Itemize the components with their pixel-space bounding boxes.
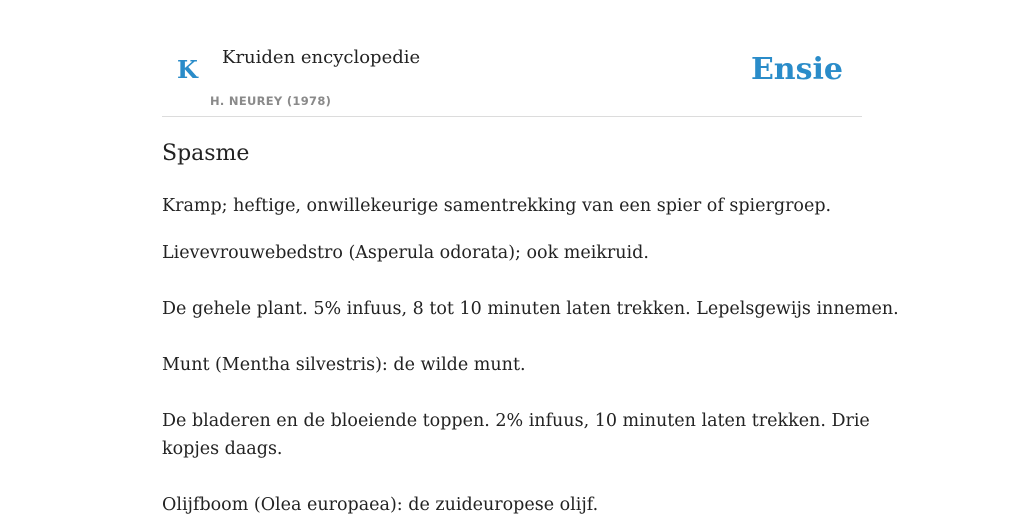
entry-title: Spasme bbox=[162, 141, 250, 166]
remedy-name: Lievevrouwebedstro (Asperula odorata); ook meikruid. bbox=[162, 243, 649, 263]
remedy-name: Munt (Mentha silvestris): de wilde munt. bbox=[162, 355, 526, 375]
remedy-usage: De gehele plant. 5% infuus, 8 tot 10 minuten laten trekken. Lepelsgewijs innemen. bbox=[162, 299, 899, 319]
header bbox=[162, 0, 862, 117]
remedy-name: Olijfboom (Olea europaea): de zuideuropese olijf. bbox=[162, 495, 599, 515]
book-logo[interactable]: K bbox=[177, 55, 198, 84]
remedy-usage: De bladeren en de bloeiende toppen. 2% infuus, 10 minuten laten trekken. Drie bbox=[162, 411, 870, 431]
book-author: H. NEUREY (1978) bbox=[210, 94, 332, 108]
page bbox=[162, 0, 899, 515]
remedy-usage-continued: kopjes daags. bbox=[162, 439, 283, 459]
brand-logo[interactable]: Ensie bbox=[750, 52, 843, 87]
book-title[interactable]: Kruiden encyclopedie bbox=[222, 47, 421, 68]
definition-paragraph: Kramp; heftige, onwillekeurige samentrekking van een spier of spiergroep. bbox=[162, 196, 832, 216]
